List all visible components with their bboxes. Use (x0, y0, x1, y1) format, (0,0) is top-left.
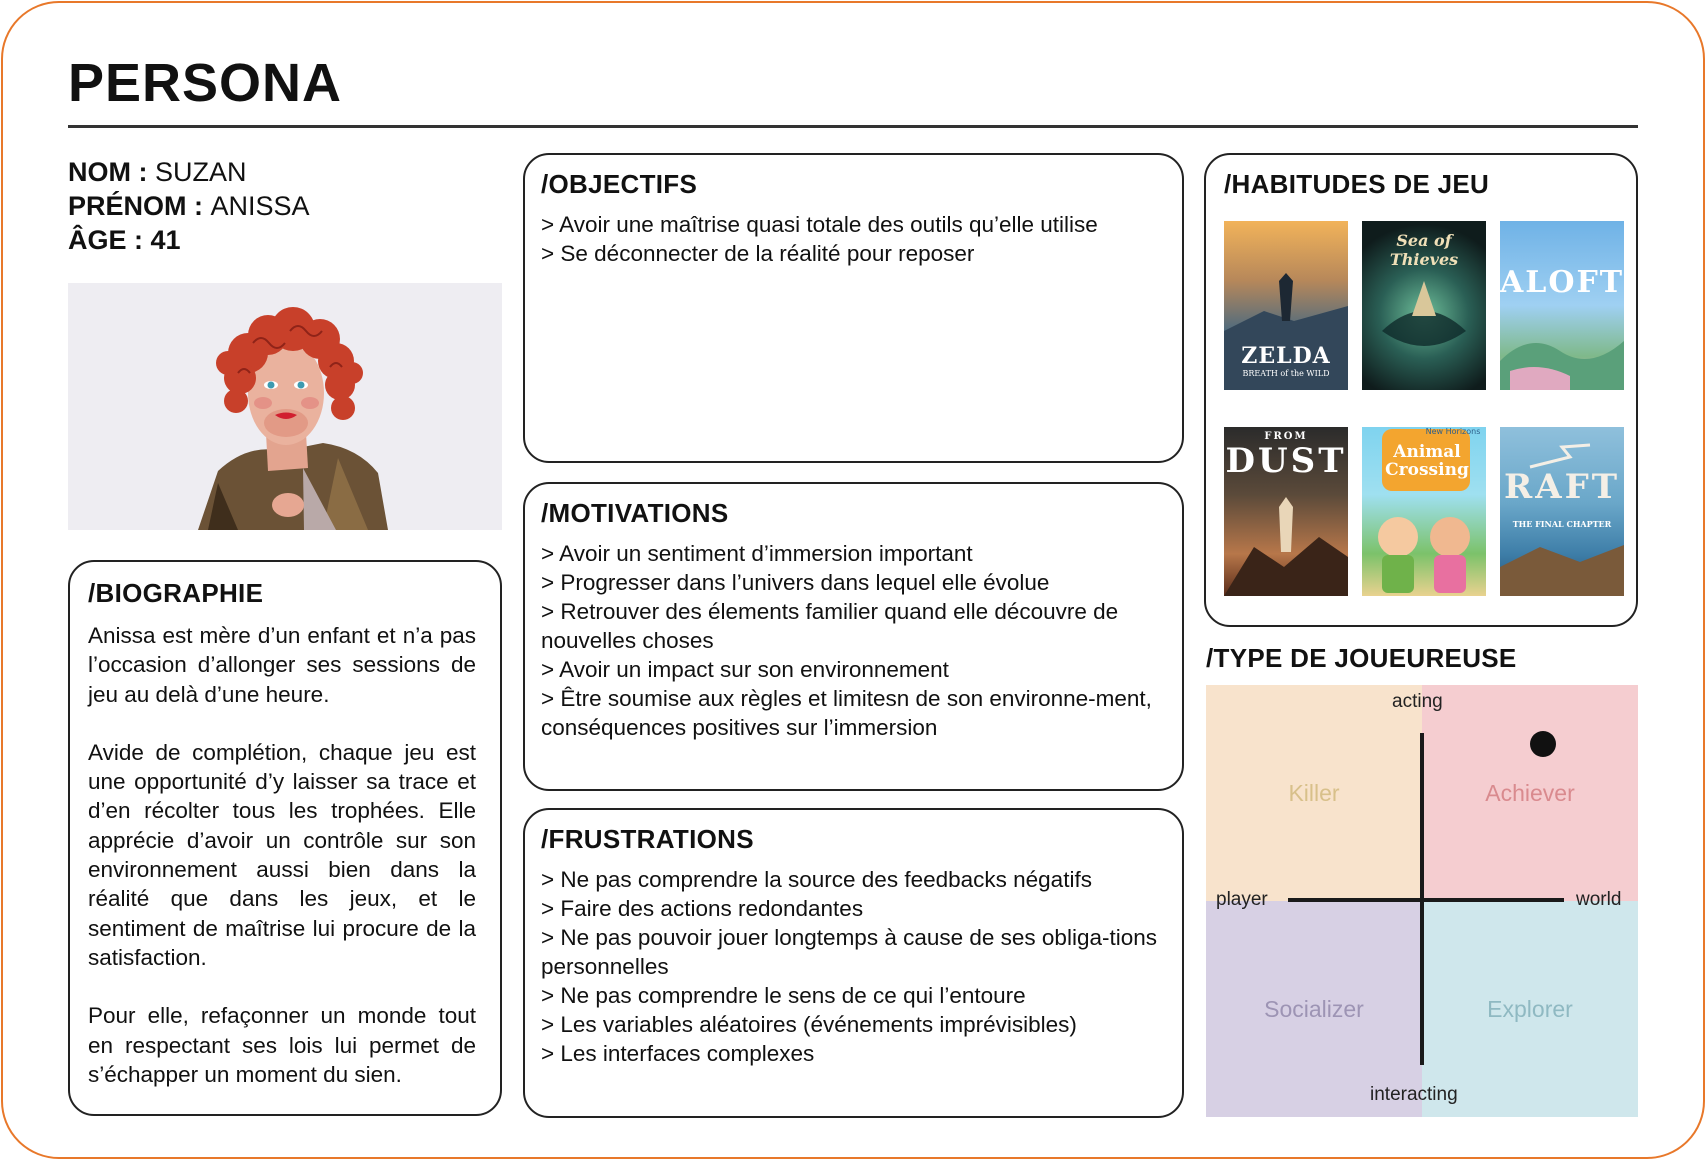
motivations-list (541, 539, 1166, 742)
frustrations-title: /FRUSTRATIONS (541, 824, 754, 854)
prenom-value: ANISSA (210, 191, 310, 221)
player-type-matrix (1206, 685, 1638, 1117)
game-cover-animal-crossing (1362, 427, 1486, 596)
list-item: > Avoir une maîtrise quasi totale des outils qu’elle utilise (541, 212, 1098, 237)
list-item: > Retrouver des élements familier quand elle découvre de nouvelles choses (541, 599, 1119, 653)
age-label: ÂGE : (68, 225, 151, 255)
list-item: > Ne pas pouvoir jouer longtemps à cause de ses obliga-tions personnelles (541, 925, 1157, 979)
age-value: 41 (150, 225, 181, 255)
cover-subtitle: THE FINAL CHAPTER (1512, 519, 1612, 529)
biography-paragraph: Pour elle, refaçonner un monde tout en respectant ses lois lui permet de s’échapper un moment du sien. (88, 1003, 476, 1087)
cover-title: ZELDA (1241, 343, 1331, 369)
list-item: > Être soumise aux règles et limitesn de son environne-ment, conséquences positives sur l’immersion (541, 686, 1152, 740)
cover-subtitle: BREATH of the WILD (1242, 369, 1330, 378)
motivations-card (523, 482, 1184, 791)
player-position-marker (1530, 731, 1556, 757)
identity-nom (68, 155, 310, 189)
biography-paragraph: Avide de complétion, chaque jeu est une opportunité d’y laisser sa trace et d’en récolter tous les trophées. Elle apprécie d’avoir un contrôle sur son environnement aussi bien dans la réalité que dans les jeux, et le sentiment de maîtrise lui procure de la satisfaction. (88, 739, 476, 970)
player-type-title: /TYPE DE JOUEUREUSE (1206, 643, 1517, 673)
list-item: > Avoir un impact sur son environnement (541, 657, 949, 682)
axis-label-player: player (1216, 889, 1268, 910)
game-cover-sea-of-thieves (1362, 221, 1486, 390)
biography-card (68, 560, 502, 1116)
cover-title: Sea of Thieves (1389, 231, 1459, 269)
quadrant-killer: Killer (1206, 685, 1422, 901)
gaming-habits-card (1204, 153, 1638, 627)
game-cover-raft (1500, 427, 1624, 596)
list-item: > Progresser dans l’univers dans lequel elle évolue (541, 570, 1050, 595)
cover-title: Animal Crossing (1385, 442, 1469, 480)
list-item: > Les interfaces complexes (541, 1041, 815, 1066)
list-item: > Avoir un sentiment d’immersion important (541, 541, 973, 566)
game-covers-grid (1224, 221, 1624, 611)
cover-title: RAFT (1503, 467, 1621, 507)
game-cover-zelda (1224, 221, 1348, 390)
axis-label-acting: acting (1392, 691, 1443, 712)
quadrant-explorer: Explorer (1422, 901, 1638, 1117)
quadrant-socializer: Socializer (1206, 901, 1422, 1117)
title-divider (68, 125, 1638, 128)
game-cover-from-dust (1224, 427, 1348, 596)
gaming-habits-title: /HABITUDES DE JEU (1224, 169, 1490, 199)
identity-age (68, 223, 310, 257)
list-item: > Se déconnecter de la réalité pour reposer (541, 241, 975, 266)
list-item: > Ne pas comprendre le sens de ce qui l’entoure (541, 983, 1026, 1008)
list-item: > Ne pas comprendre la source des feedbacks négatifs (541, 867, 1092, 892)
nom-value: SUZAN (155, 157, 247, 187)
nom-label: NOM : (68, 157, 155, 187)
objectives-card (523, 153, 1184, 463)
quadrant-achiever: Achiever (1422, 685, 1638, 901)
cover-title: DUST (1225, 441, 1347, 481)
identity-block (68, 155, 310, 257)
frustrations-card (523, 808, 1184, 1118)
objectives-list (541, 210, 1166, 268)
identity-prenom (68, 189, 310, 223)
axis-label-world: world (1576, 889, 1622, 910)
objectives-title: /OBJECTIFS (541, 169, 698, 199)
horizontal-axis (1288, 898, 1564, 902)
list-item: > Les variables aléatoires (événements imprévisibles) (541, 1012, 1077, 1037)
axis-label-interacting: interacting (1370, 1084, 1458, 1105)
game-cover-aloft (1500, 221, 1624, 390)
frustrations-list (541, 865, 1166, 1068)
biography-title: /BIOGRAPHIE (88, 578, 264, 608)
cover-badge: New Horizons (1425, 427, 1481, 436)
page-title: PERSONA (68, 53, 343, 113)
prenom-label: PRÉNOM : (68, 191, 211, 221)
biography-paragraph: Anissa est mère d’un enfant et n’a pas l’occasion d’allonger ses sessions de jeu au delà d’une heure. (88, 623, 476, 707)
motivations-title: /MOTIVATIONS (541, 498, 729, 528)
list-item: > Faire des actions redondantes (541, 896, 864, 921)
persona-portrait-image (68, 283, 502, 530)
cover-prefix: FROM (1264, 431, 1308, 442)
cover-title: ALOFT (1500, 265, 1624, 300)
